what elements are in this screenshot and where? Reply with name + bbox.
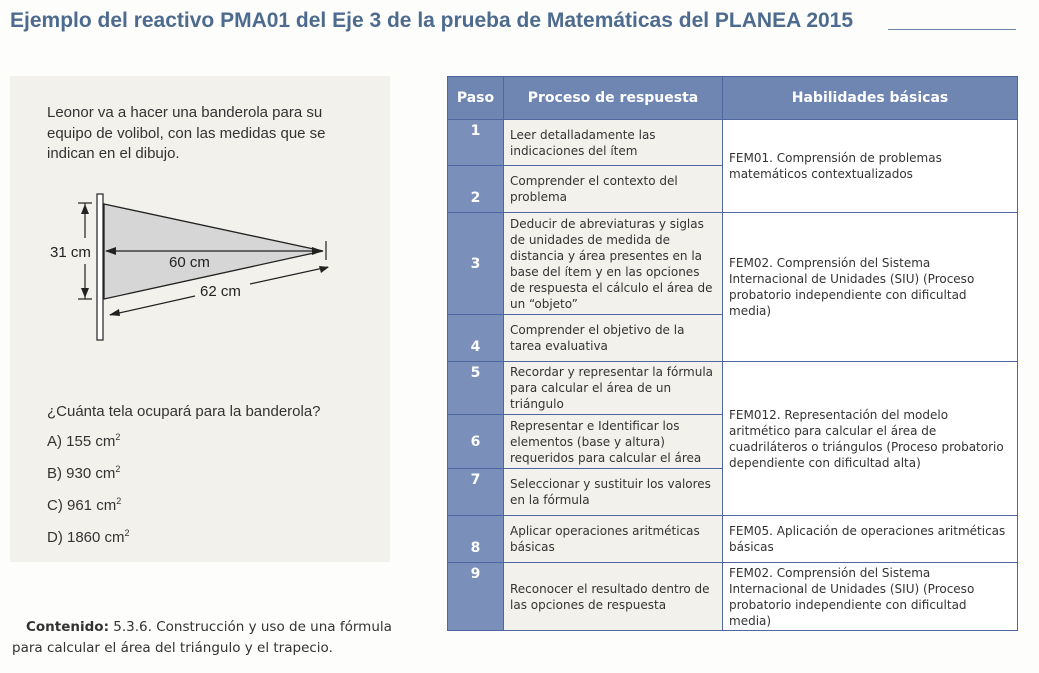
table-row bbox=[448, 563, 1018, 631]
option-value: 1860 cm bbox=[67, 529, 125, 546]
base-label: 60 cm bbox=[169, 254, 210, 271]
table-row bbox=[448, 120, 1018, 166]
option-value: 930 cm bbox=[66, 465, 116, 482]
base-arrow-right bbox=[312, 247, 323, 255]
step-number: 8 bbox=[448, 516, 504, 563]
option-a[interactable] bbox=[47, 432, 120, 450]
height-label: 31 cm bbox=[50, 244, 91, 261]
problem-statement: Leonor va a hacer una banderola para su equipo de volibol, con las medidas que se indican en el dibujo. bbox=[47, 104, 326, 162]
height-arrow-down bbox=[81, 288, 89, 298]
table-row bbox=[448, 516, 1018, 563]
question-text: ¿Cuánta tela ocupará para la banderola? bbox=[47, 403, 321, 420]
step-number: 5 bbox=[448, 362, 504, 415]
contenido-note bbox=[12, 617, 402, 659]
step-number: 4 bbox=[448, 315, 504, 362]
table-row bbox=[448, 362, 1018, 415]
header-proceso: Proceso de respuesta bbox=[504, 77, 723, 120]
side-line-left bbox=[110, 296, 195, 315]
step-number: 9 bbox=[448, 563, 504, 631]
side-arrow-right bbox=[319, 266, 329, 273]
option-exponent: 2 bbox=[115, 464, 121, 474]
step-number: 2 bbox=[448, 166, 504, 213]
table-header-row bbox=[448, 77, 1018, 120]
step-process: Comprender el contexto del problema bbox=[504, 166, 723, 213]
height-arrow-up bbox=[81, 204, 89, 214]
step-number: 7 bbox=[448, 469, 504, 516]
step-number: 1 bbox=[448, 120, 504, 166]
option-b[interactable] bbox=[47, 464, 120, 482]
option-value: 155 cm bbox=[66, 433, 116, 450]
step-number: 6 bbox=[448, 415, 504, 469]
step-process: Representar e Identificar los elementos (base y altura) requeridos para calcular el área bbox=[504, 415, 723, 469]
step-skill: FEM012. Representación del modelo aritmético para calcular el área de cuadriláteros o triángulos (Proceso probatorio dependiente con dificultad alta) bbox=[723, 362, 1018, 516]
option-letter: C) bbox=[47, 497, 63, 514]
option-exponent: 2 bbox=[124, 528, 130, 538]
option-letter: A) bbox=[47, 433, 62, 450]
problem-box bbox=[10, 76, 390, 562]
side-arrow-left bbox=[109, 309, 120, 316]
step-process: Deducir de abreviaturas y siglas de unidades de medida de distancia y área presentes en la base del ítem y en las opciones de respuesta el cálculo el área de un “objeto” bbox=[504, 213, 723, 315]
step-skill: FEM02. Comprensión del Sistema Internacional de Unidades (SIU) (Proceso probatorio independiente con dificultad media) bbox=[723, 563, 1018, 631]
option-letter: B) bbox=[47, 465, 62, 482]
header-habilidades: Habilidades básicas bbox=[723, 77, 1018, 120]
header-paso: Paso bbox=[448, 77, 504, 120]
step-process: Leer detalladamente las indicaciones del ítem bbox=[504, 120, 723, 166]
step-skill: FEM01. Comprensión de problemas matemáticos contextualizados bbox=[723, 120, 1018, 213]
option-exponent: 2 bbox=[115, 432, 121, 442]
step-process: Comprender el objetivo de la tarea evaluativa bbox=[504, 315, 723, 362]
step-number: 3 bbox=[448, 213, 504, 315]
option-exponent: 2 bbox=[116, 496, 122, 506]
flag-pole bbox=[97, 194, 103, 340]
contenido-text: 5.3.6. Construcción y uso de una fórmula para calcular el área del triángulo y el trapecio. bbox=[12, 619, 392, 656]
title-rule bbox=[888, 29, 1016, 30]
step-process: Recordar y representar la fórmula para calcular el área de un triángulo bbox=[504, 362, 723, 415]
side-line-right bbox=[250, 267, 328, 284]
option-c[interactable] bbox=[47, 496, 121, 514]
page-title: Ejemplo del reactivo PMA01 del Eje 3 de la prueba de Matemáticas del PLANEA 2015 bbox=[10, 9, 854, 32]
pennant-diagram bbox=[10, 76, 390, 376]
step-process: Aplicar operaciones aritméticas básicas bbox=[504, 516, 723, 563]
table-row bbox=[448, 213, 1018, 315]
step-process: Seleccionar y sustituir los valores en la fórmula bbox=[504, 469, 723, 516]
option-value: 961 cm bbox=[67, 497, 117, 514]
option-d[interactable] bbox=[47, 528, 130, 546]
step-skill: FEM05. Aplicación de operaciones aritméticas básicas bbox=[723, 516, 1018, 563]
step-process: Reconocer el resultado dentro de las opciones de respuesta bbox=[504, 563, 723, 631]
steps-table bbox=[447, 76, 1018, 631]
contenido-label: Contenido: bbox=[26, 619, 109, 635]
step-skill: FEM02. Comprensión del Sistema Internacional de Unidades (SIU) (Proceso probatorio independiente con dificultad media) bbox=[723, 213, 1018, 362]
side-label: 62 cm bbox=[200, 283, 241, 300]
option-letter: D) bbox=[47, 529, 63, 546]
